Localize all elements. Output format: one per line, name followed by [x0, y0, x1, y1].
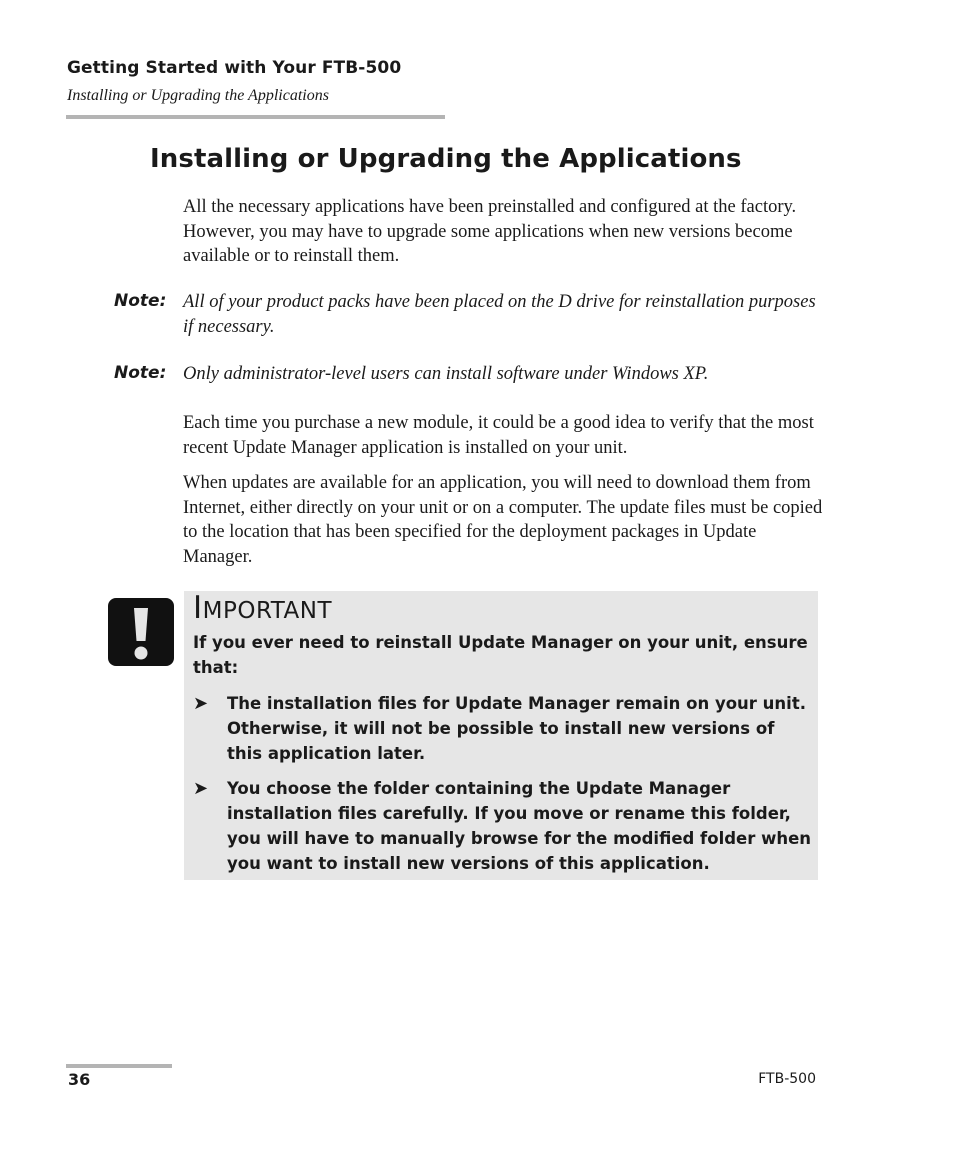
- arrow-bullet-icon: ➤: [193, 778, 209, 798]
- page-number: 36: [68, 1070, 91, 1089]
- important-bullet-text: The installation files for Update Manager remain on your unit. Otherwise, it will not be possible to install new versions of this application later.: [227, 694, 806, 763]
- footer-rule: [66, 1064, 172, 1068]
- running-header-subtitle: Installing or Upgrading the Applications: [67, 87, 329, 104]
- note-label: Note:: [114, 363, 167, 383]
- note-label: Note:: [114, 291, 167, 311]
- intro-paragraph: All the necessary applications have been preinstalled and configured at the factory. However, you may have to upgrade some applications when new versions become available or to reinstall them.: [183, 197, 797, 267]
- exclamation-icon: [108, 598, 174, 666]
- important-heading-rest: MPORTANT: [202, 598, 333, 624]
- note-text: All of your product packs have been placed on the D drive for reinstallation purposes if necessary.: [183, 292, 816, 337]
- arrow-bullet-icon: ➤: [193, 693, 209, 713]
- important-bullet-text: You choose the folder containing the Update Manager installation files carefully. If you move or rename this folder, you will have to manually browse for the modified folder when you want to install new versions of this application.: [227, 779, 812, 873]
- header-rule: [66, 115, 445, 119]
- important-heading: [193, 590, 332, 626]
- paragraph-updates: When updates are available for an application, you will need to download them from Internet, either directly on your unit or on a computer. The update files must be copied to the location that has been specified for the deployment packages in Update Manager.: [183, 473, 823, 567]
- important-heading-initial: I: [193, 590, 203, 626]
- paragraph-verify: Each time you purchase a new module, it could be a good idea to verify that the most recent Update Manager application is installed on your unit.: [183, 413, 814, 458]
- important-intro: If you ever need to reinstall Update Manager on your unit, ensure that:: [193, 633, 808, 677]
- section-title: Installing or Upgrading the Applications: [150, 144, 742, 174]
- running-header-title: Getting Started with Your FTB-500: [67, 58, 402, 78]
- footer-product-name: FTB-500: [758, 1071, 816, 1087]
- note-text: Only administrator-level users can install software under Windows XP.: [183, 364, 709, 384]
